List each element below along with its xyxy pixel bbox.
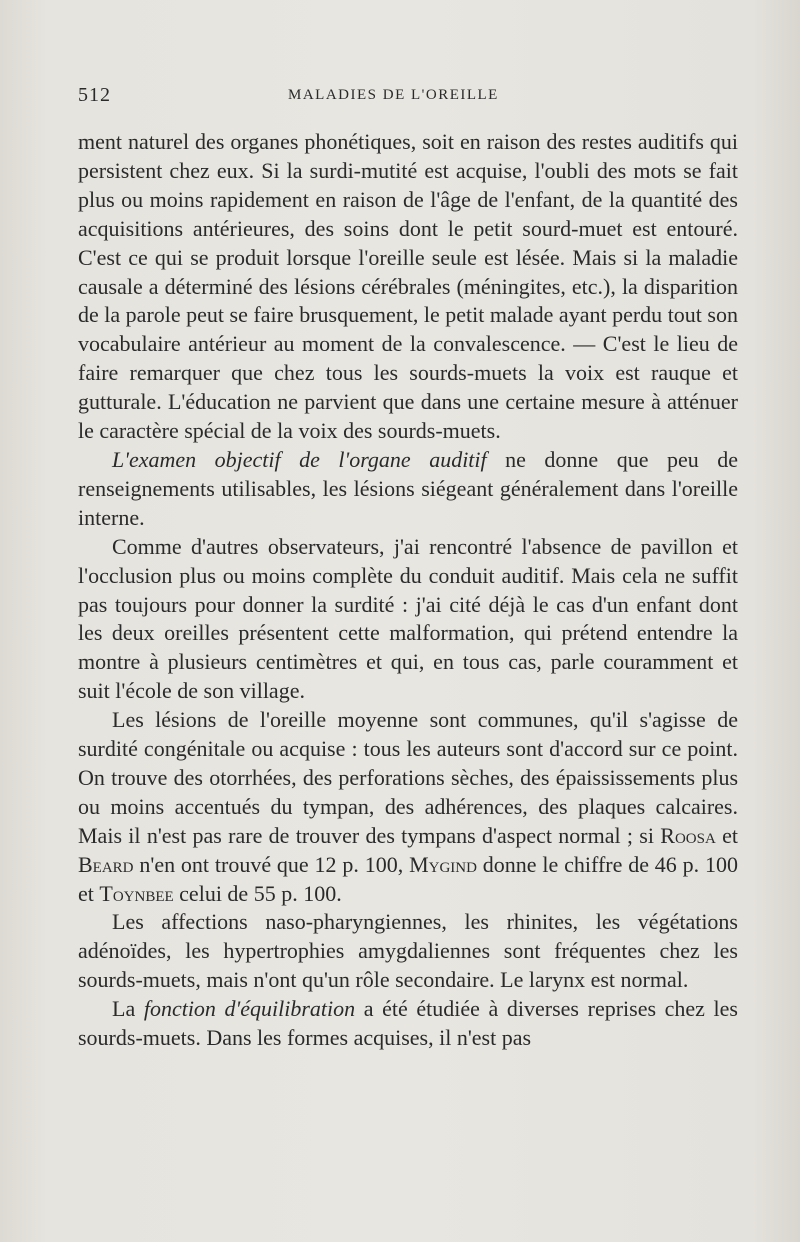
paragraph-4-text-a: Les lésions de l'oreille moyenne sont communes, qu'il s'agisse de surdité congénitale ou acquise : tous les auteurs sont d'accord sur ce point. On trouve des otorrhées, des perforations sèches, des épaississements plus ou moins accentués du tympan, des adhérences, des plaques calcaires. Mais il n'est pas rare de trouver des tympans d'aspect normal ; si [78,707,738,848]
paragraph-2 [78,446,738,533]
paragraph-6-text-a: La [112,996,144,1022]
paragraph-4-text-e: celui de 55 p. 100. [173,880,342,906]
paragraph-3: Comme d'autres observateurs, j'ai rencontré l'absence de pavillon et l'occlusion plus ou moins complète du conduit auditif. Mais cela ne suffit pas toujours pour donner la surdité : j'ai cité déjà le cas d'un enfant dont les deux oreilles présentent cette malformation, qui prétend entendre la montre à plusieurs centimètres et qui, en tous cas, parle couramment et suit l'école de son village. [78,533,738,704]
paragraph-4-text-c: n'en ont trouvé que 12 p. 100, [133,851,410,877]
paragraph-4-text-d: donne le chiffre de 46 p. 100 et [78,851,738,906]
body-text [78,128,738,1053]
paragraph-6-text-b: a été étudiée à diverses reprises chez les sourds-muets. Dans les formes acquises, il n'est pas [78,996,738,1051]
italic-phrase: L'examen objectif de l'organe auditif [112,446,487,472]
page-header [78,84,738,114]
author-beard: Beard [78,851,134,877]
italic-phrase-2: fonction d'équilibration [143,996,356,1022]
paragraph-4 [78,706,738,908]
paragraph-6 [78,995,738,1053]
page-number: 512 [78,84,111,106]
paragraph-1: ment naturel des organes phonétiques, soit en raison des restes auditifs qui persistent chez eux. Si la surdi-mutité est acquise, l'oubli des mots se fait plus ou moins rapidement en raison de l'âge de l'enfant, de la quantité des acquisitions antérieures, des soins dont le petit sourd-muet est entouré. C'est ce qui se produit lorsque l'oreille seule est lésée. Mais si la maladie causale a déterminé des lésions cérébrales (méningites, etc.), la disparition de la parole peut se faire brusquement, le petit malade ayant perdu tout son vocabulaire antérieur au moment de la convalescence. — C'est le lieu de faire remarquer que chez tous les sourds-muets la voix est rauque et gutturale. L'éducation ne parvient que dans une certaine mesure à atténuer le caractère spécial de la voix des sourds-muets. [78,129,738,444]
author-roosa: Roosa [660,822,716,848]
running-head: MALADIES DE L'OREILLE [288,87,499,103]
paragraph-2-text: ne donne que peu de renseignements utilisables, les lésions siégeant généralement dans l'oreille interne. [78,446,738,530]
paragraph-5: Les affections naso-pharyngiennes, les rhinites, les végétations adénoïdes, les hypertrophies amygdaliennes sont fréquentes chez les sourds-muets, mais n'ont qu'un rôle secondaire. Le larynx est normal. [78,909,738,993]
author-mygind: Mygind [409,851,477,877]
paragraph-4-text-b: et [715,822,738,848]
author-toynbee: Toynbee [99,880,174,906]
